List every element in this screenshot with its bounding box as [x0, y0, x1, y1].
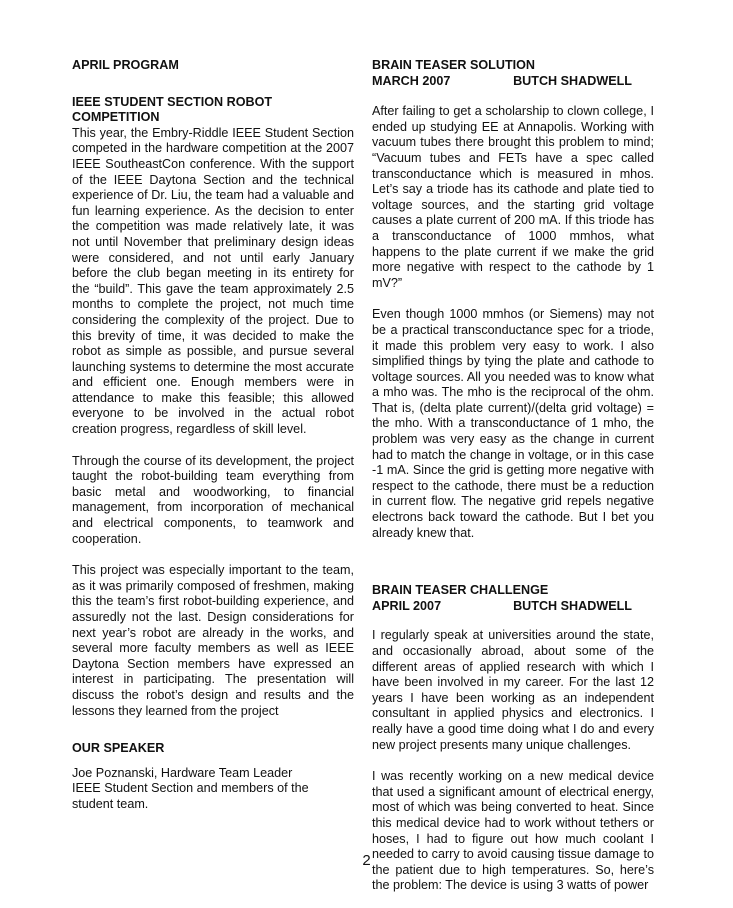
robot-competition-heading: IEEE STUDENT SECTION ROBOT COMPETITION [72, 94, 273, 125]
solution-paragraph-1: After failing to get a scholarship to clown college, I ended up studying EE at Annapolis. Working with vacuum tubes there brought this problem to mind; “Vacuum tubes and FETs have a spec called transconductance which is measured in mhos. Let’s say a triode has its cathode and plate tied to voltage sources, and the starting grid voltage causes a plate current of 200 mA. If this triode has a transconductance of 1000 mmhos, what happens to the plate current if we make the grid more negative with respect to the cathode by 1 mV?” [372, 104, 654, 290]
robot-paragraph-1: This year, the Embry-Riddle IEEE Student Section competed in the hardware competition at the 2007 IEEE SoutheastCon conference. With the support of the IEEE Daytona Section and the technical experience of Dr. Liu, the team had a valuable and fun learning experience. As the decision to enter the competition was made relatively late, it was not until November that preliminary design ideas were considered, and not until early January before the club began meeting in its entirety for the “build”. This gave the team approximately 2.5 months to complete the project, not much time considering the complexity of the project. Due to this brevity of time, it was decided to make the robot as simple as possible, and pursue several launching systems to determine the most accurate and efficient one. Enough members were in attendance to make this feasible; this allowed everyone to be involved in the actual robot creation progress, regardless of skill level. [72, 125, 354, 437]
challenge-paragraph-1: I regularly speak at universities around the state, and occasionally abroad, about some of the different areas of applied research with which I have been involved in my career. For the last 12 years I have been working as an independent consultant in applied physics and electronics. I really have a good time doing what I do and every new project presents many unique challenges. [372, 628, 654, 752]
solution-heading: BRAIN TEASER SOLUTION [372, 58, 536, 72]
speaker-text: Joe Poznanski, Hardware Team Leader IEEE Student Section and members of the student team. [72, 765, 309, 811]
page-number: 2 [362, 852, 371, 869]
challenge-author: BUTCH SHADWELL [513, 598, 632, 613]
challenge-paragraph-2: I was recently working on a new medical device that used a significant amount of electrical energy, most of which was being converted to heat. Since this medical device had to work without tethers or hoses, I had to figure out how much coolant I needed to carry to avoid causing tissue damage to the patient due to high temperatures. So, here’s the problem: The device is using 3 watts of power [372, 769, 654, 893]
challenge-date: APRIL 2007 [372, 598, 442, 613]
right-column [372, 58, 654, 894]
solution-date: MARCH 2007 [372, 73, 451, 88]
left-column [72, 58, 354, 813]
our-speaker-heading: OUR SPEAKER [72, 741, 165, 756]
challenge-heading: BRAIN TEASER CHALLENGE [372, 583, 549, 598]
robot-paragraph-3: This project was especially important to the team, as it was primarily composed of freshmen, making this the team’s first robot-building experience, and assuredly not the last. Design considerations for next year’s robot are already in the works, and several more faculty members as well as IEEE Daytona Section members have expressed an interest in participating. The presentation will discuss the robot’s design and results and the lessons they learned from the project [72, 563, 354, 718]
april-program-heading: APRIL PROGRAM [72, 58, 179, 72]
solution-paragraph-2: Even though 1000 mmhos (or Siemens) may not be a practical transconductance spec for a triode, it made this problem very easy to work. I also simplified things by tying the plate and cathode to voltage sources. All you needed was to know what a mho was. The mho is the reciprocal of the ohm. That is, (delta plate current)/(delta grid voltage) = the mho. With a transconductance of 1 mho, the problem was very easy as the change in current had to match the change in voltage, or in this case -1 mA. Since the grid is getting more negative with respect to the cathode, there must be a reduction in current flow. The negative grid repels negative electrons back toward the cathode. But I bet you already knew that. [372, 307, 654, 540]
robot-paragraph-2: Through the course of its development, the project taught the robot-building team everything from basic metal and woodworking, to financial management, from incorporation of mechanical and electrical components, to teamwork and cooperation. [72, 453, 354, 546]
challenge-byline [372, 599, 654, 615]
solution-byline [372, 74, 654, 90]
solution-author: BUTCH SHADWELL [513, 73, 632, 88]
